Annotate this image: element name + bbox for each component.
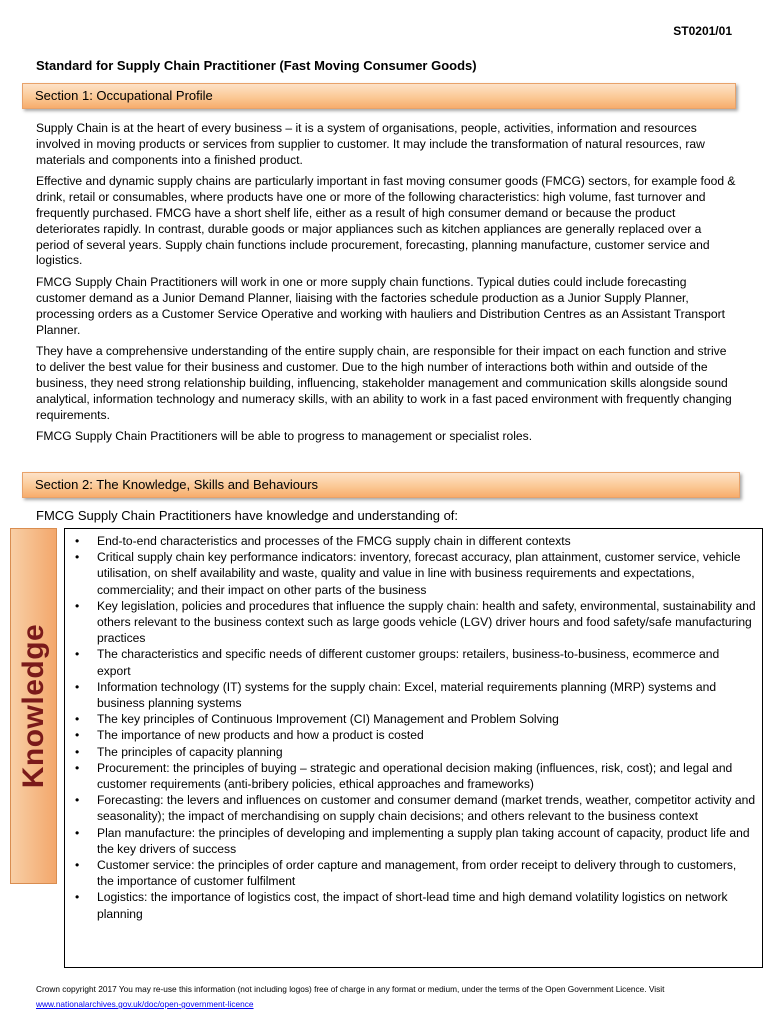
bullet-icon: • (75, 744, 80, 759)
knowledge-item-text: The characteristics and specific needs of different customer groups: retailers, business-to-business, ecommerce and export (97, 647, 720, 678)
knowledge-item-text: Logistics: the importance of logistics cost, the impact of short-lead time and high demand volatility logistics on network planning (97, 890, 728, 921)
bullet-icon: • (75, 728, 80, 743)
knowledge-item-text: The importance of new products and how a product is costed (97, 728, 424, 743)
bullet-icon: • (75, 534, 80, 548)
knowledge-item-text: Plan manufacture: the principles of developing and implementing a supply plan taking account of capacity, product life and the key drivers of success (97, 825, 750, 856)
paragraph: FMCG Supply Chain Practitioners will be able to progress to management or specialist roles. (36, 429, 533, 444)
knowledge-item-text: Forecasting: the levers and influences on customer and consumer demand (market trends, weather, competitor activity and seasonality); the impact of merchandising on supply chain decisions; and others relevant to the business context (97, 793, 756, 824)
bullet-icon: • (75, 550, 80, 565)
knowledge-list (73, 533, 756, 922)
knowledge-item-text: Information technology (IT) systems for the supply chain: Excel, material requirements planning (MRP) systems and business planning systems (97, 679, 717, 711)
bullet-icon: • (75, 647, 80, 662)
bullet-icon: • (75, 825, 80, 840)
knowledge-item (73, 646, 756, 678)
paragraph: Supply Chain is at the heart of every business – it is a system of organisations, people, activities, information and resources involved in moving products or services from supplier to customer. It may include the transformation of natural resources, raw materials and components into a finished product. (36, 121, 705, 167)
footer (36, 982, 736, 1012)
knowledge-item (73, 857, 756, 889)
knowledge-item-text: End-to-end characteristics and processes of the FMCG supply chain in different contexts (97, 534, 571, 548)
knowledge-item-text: Customer service: the principles of order capture and management, from order receipt to delivery through to customers, the importance of customer fulfilment (97, 858, 737, 889)
knowledge-item (73, 549, 756, 598)
knowledge-item (73, 825, 756, 857)
bullet-icon: • (75, 890, 80, 905)
knowledge-item (73, 679, 756, 711)
paragraph: Effective and dynamic supply chains are particularly important in fast moving consumer goods (FMCG) sectors, for example food & drink, retail or consumables, where products have one or more of the following characteristics: high volume, fast turnover and frequently purchased. FMCG have a short shelf life, either as a result of high consumer demand or because the product deteriorates rapidly. In contrast, durable goods or major appliances such as kitchen appliances are generally replaced over a period of several years. Supply chain functions include procurement, forecasting, planning manufacture, customer service and logistics. (36, 174, 736, 268)
bullet-icon: • (75, 679, 80, 694)
knowledge-item (73, 760, 756, 792)
section-2-heading: Section 2: The Knowledge, Skills and Behaviours (22, 472, 740, 498)
knowledge-item-text: The principles of capacity planning (97, 744, 283, 759)
knowledge-item-text: The key principles of Continuous Improvement (CI) Management and Problem Solving (97, 712, 559, 727)
knowledge-side-panel (10, 528, 57, 884)
knowledge-item (73, 711, 756, 727)
bullet-icon: • (75, 858, 80, 873)
knowledge-item-text: Critical supply chain key performance indicators: inventory, forecast accuracy, plan attainment, customer service, vehicle utilisation, on shelf availability and waste, quality and value in line with business requirements and expectations, commerciality; and their impact on other parts of the business (97, 550, 741, 597)
section-1-heading: Section 1: Occupational Profile (22, 83, 736, 109)
standard-title: Standard for Supply Chain Practitioner (Fast Moving Consumer Goods) (36, 58, 477, 73)
knowledge-item (73, 598, 756, 647)
knowledge-item-text: Key legislation, policies and procedures that influence the supply chain: health and safety, environmental, sustainability and others relevant to the business context such as large goods vehicle (LGV) driver hours and food safety/safe manufacturing practices (97, 598, 756, 646)
paragraph: They have a comprehensive understanding of the entire supply chain, are responsible for their impact on each function and strive to deliver the best value for their business and customer. Due to the high number of interactions both within and outside of the business, they need strong relationship building, influencing, stakeholder management and communication skills alongside sound analytical, information technology and numeracy skills, with an ability to work in a fast paced environment with frequently changing requirements. (36, 344, 732, 422)
knowledge-side-label: Knowledge (16, 623, 50, 789)
knowledge-item (73, 533, 756, 549)
document-reference: ST0201/01 (673, 24, 732, 38)
knowledge-item-text: Procurement: the principles of buying – strategic and operational decision making (influences, risk, cost); and legal and customer requirements (anti-bribery policies, ethical approaches and frameworks) (97, 760, 733, 792)
knowledge-item (73, 727, 756, 743)
knowledge-item (73, 792, 756, 824)
footer-text: Crown copyright 2017 You may re-use this information (not including logos) free of charge in any format or medium, under the terms of the Open Government Licence. Visit (36, 984, 665, 994)
knowledge-item (73, 744, 756, 760)
licence-link[interactable]: www.nationalarchives.gov.uk/doc/open-government-licence (36, 999, 254, 1009)
bullet-icon: • (75, 760, 80, 775)
knowledge-intro: FMCG Supply Chain Practitioners have knowledge and understanding of: (36, 508, 459, 523)
paragraph: FMCG Supply Chain Practitioners will work in one or more supply chain functions. Typical duties could include forecasting customer demand as a Junior Demand Planner, liaising with the factories schedule production as a Junior Supply Planner, processing orders as a Customer Service Operative and working with hauliers and Distribution Centres as an Assistant Transport Planner. (36, 275, 725, 337)
bullet-icon: • (75, 793, 80, 808)
bullet-icon: • (75, 598, 80, 613)
bullet-icon: • (75, 712, 80, 727)
knowledge-item (73, 889, 756, 921)
occupational-profile-text (36, 121, 736, 451)
knowledge-list-box (64, 528, 763, 968)
